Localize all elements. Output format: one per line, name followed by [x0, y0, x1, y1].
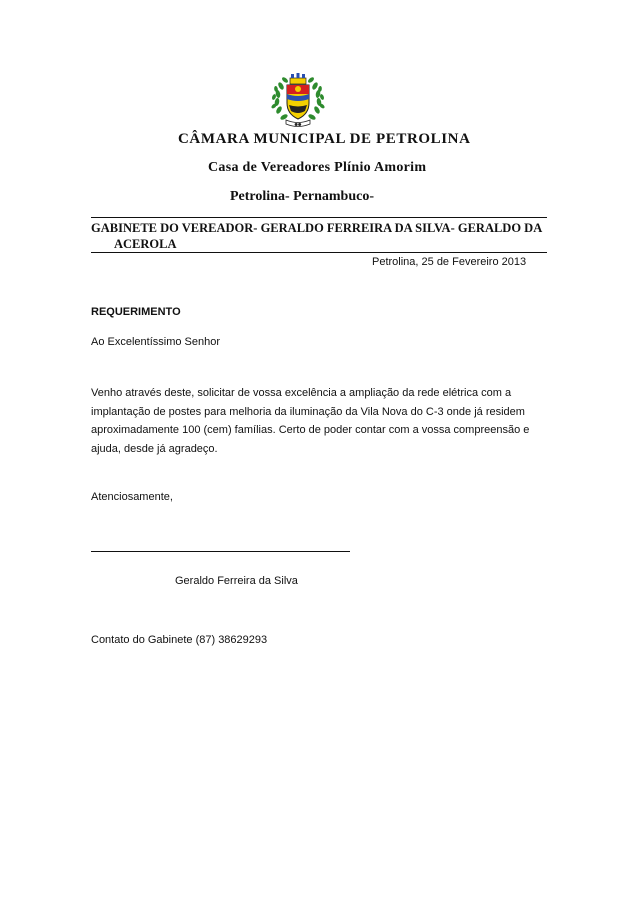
- letter-body-line: ajuda, desde já agradeço.: [91, 443, 218, 456]
- header-divider-bottom: [91, 252, 547, 253]
- house-name: Casa de Vereadores Plínio Amorim: [208, 160, 427, 175]
- cabinet-heading: [91, 220, 551, 252]
- cabinet-heading-line2: ACEROLA: [114, 237, 177, 251]
- coat-of-arms-icon: [270, 70, 326, 132]
- svg-text:●●: ●●: [294, 121, 302, 127]
- office-contact: Contato do Gabinete (87) 38629293: [91, 634, 268, 646]
- letter-body-line: aproximadamente 100 (cem) famílias. Certo de poder contar com a vossa compreensão e: [91, 424, 530, 437]
- letter-closing: Atenciosamente,: [91, 491, 173, 503]
- letter-body-line: Venho através deste, solicitar de vossa excelência a ampliação da rede elétrica com a: [91, 387, 512, 399]
- letter-salutation: Ao Excelentíssimo Senhor: [91, 336, 221, 348]
- cabinet-heading-line1: GABINETE DO VEREADOR- GERALDO FERREIRA DA SILVA- GERALDO DA: [91, 221, 543, 235]
- signer-name: Geraldo Ferreira da Silva: [175, 575, 298, 587]
- header-divider-top: [91, 217, 547, 218]
- letter-title: REQUERIMENTO: [91, 306, 181, 318]
- letter-body: [91, 384, 529, 459]
- council-name: CÂMARA MUNICIPAL DE PETROLINA: [178, 131, 471, 147]
- signature-line: [91, 551, 350, 552]
- city-name: Petrolina- Pernambuco-: [230, 189, 374, 204]
- letter-date: Petrolina, 25 de Fevereiro 2013: [372, 256, 527, 268]
- letter-body-line: implantação de postes para melhoria da iluminação da Vila Nova do C-3 onde já residem: [91, 405, 525, 418]
